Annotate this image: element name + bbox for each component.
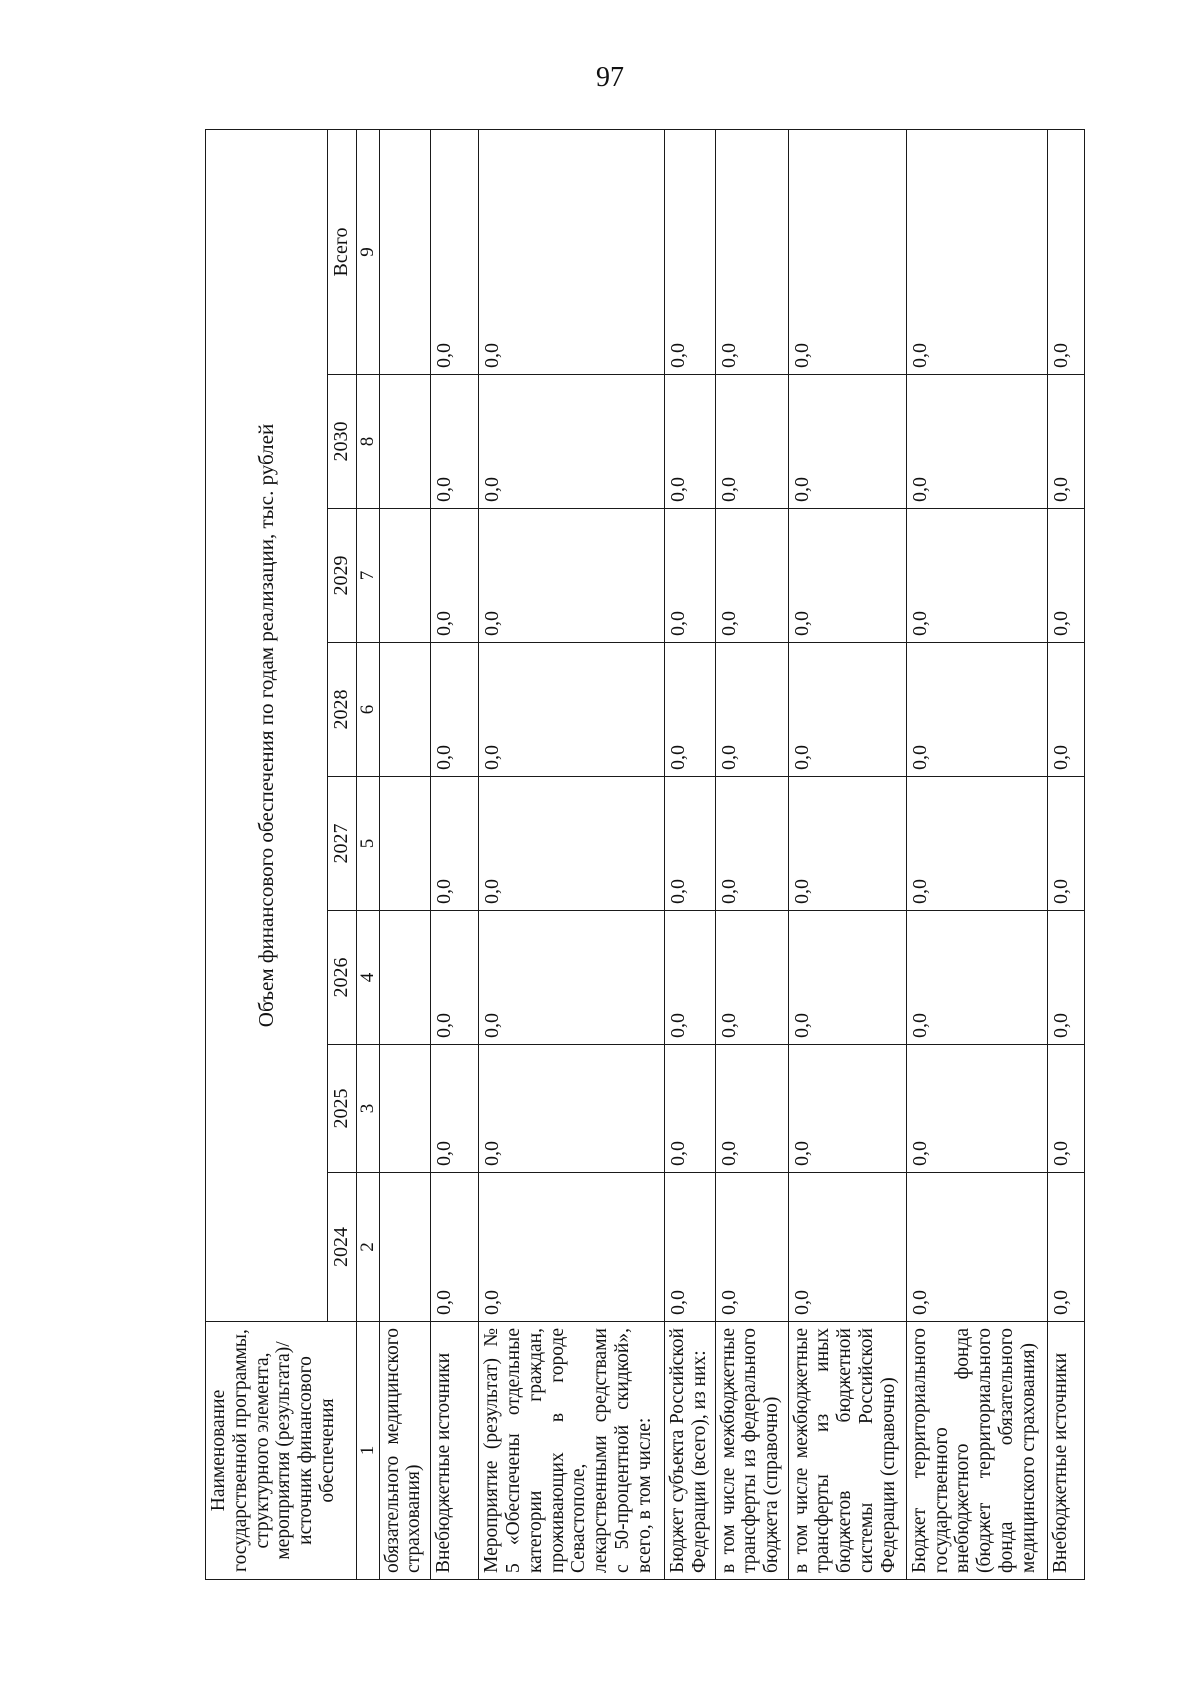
header-row-title [206, 129, 328, 1579]
header-name: Наименование государственной программы, структурного элемента, мероприятия (результата)/источник финансового обеспечения [206, 1322, 357, 1580]
year-header: 2030 [328, 375, 356, 509]
row-value: 0,0 [431, 911, 479, 1045]
row-value: 0,0 [479, 1173, 665, 1322]
row-value [379, 777, 431, 911]
row-value: 0,0 [665, 911, 715, 1045]
row-value: 0,0 [479, 643, 665, 777]
row-name: Мероприятие (результат) № 5 «Обеспечены отдельные категории граждан, проживающих в городе Севастополе, лекарственными средствами с 50-процентной скидкой», всего, в том числе: [479, 1322, 665, 1580]
row-value: 0,0 [479, 911, 665, 1045]
column-number: 8 [356, 375, 379, 509]
row-name: Бюджет территориального государственного внебюджетного фонда (бюджет территориального фонда обязательного медицинского страхования) [906, 1322, 1047, 1580]
year-header: 2026 [328, 911, 356, 1045]
row-value [379, 509, 431, 643]
column-number: 9 [356, 129, 379, 374]
row-value: 0,0 [788, 777, 906, 911]
row-value [379, 129, 431, 374]
row-value: 0,0 [665, 1173, 715, 1322]
row-value: 0,0 [906, 777, 1047, 911]
page-number: 97 [596, 62, 624, 93]
row-value: 0,0 [788, 129, 906, 374]
row-value: 0,0 [665, 509, 715, 643]
row-value [379, 1173, 431, 1322]
row-value: 0,0 [906, 911, 1047, 1045]
row-value: 0,0 [431, 643, 479, 777]
row-value: 0,0 [431, 509, 479, 643]
row-value: 0,0 [715, 777, 788, 911]
row-name: Внебюджетные источники [1047, 1322, 1084, 1580]
row-value: 0,0 [788, 643, 906, 777]
column-number: 6 [356, 643, 379, 777]
row-value: 0,0 [1047, 643, 1084, 777]
column-number: 4 [356, 911, 379, 1045]
table-row [479, 129, 665, 1579]
year-header: 2024 [328, 1173, 356, 1322]
row-value: 0,0 [906, 643, 1047, 777]
year-header: 2027 [328, 777, 356, 911]
table-row [431, 129, 479, 1579]
row-value: 0,0 [479, 1045, 665, 1173]
row-value: 0,0 [665, 643, 715, 777]
row-value: 0,0 [715, 643, 788, 777]
row-value [379, 643, 431, 777]
column-number: 3 [356, 1045, 379, 1173]
row-value: 0,0 [906, 509, 1047, 643]
row-value: 0,0 [906, 1045, 1047, 1173]
column-number: 5 [356, 777, 379, 911]
row-value: 0,0 [1047, 375, 1084, 509]
row-value: 0,0 [479, 509, 665, 643]
row-name: в том числе межбюджетные трансферты из федерального бюджета (справочно) [715, 1322, 788, 1580]
year-header: 2028 [328, 643, 356, 777]
row-value: 0,0 [665, 777, 715, 911]
row-name: в том числе межбюджетные трансферты из иных бюджетов бюджетной системы Российской Федерации (справочно) [788, 1322, 906, 1580]
row-value: 0,0 [906, 375, 1047, 509]
table-row [788, 129, 906, 1579]
row-value [379, 375, 431, 509]
row-value: 0,0 [431, 777, 479, 911]
row-value: 0,0 [715, 509, 788, 643]
row-value: 0,0 [431, 1173, 479, 1322]
header-volume-title: Объем финансового обеспечения по годам реализации, тыс. рублей [206, 129, 328, 1321]
row-value: 0,0 [665, 1045, 715, 1173]
row-value: 0,0 [1047, 509, 1084, 643]
column-number: 1 [356, 1322, 379, 1580]
row-value: 0,0 [665, 375, 715, 509]
row-value: 0,0 [715, 375, 788, 509]
row-value: 0,0 [906, 129, 1047, 374]
row-value [379, 1045, 431, 1173]
column-number-row [356, 129, 379, 1579]
row-value: 0,0 [431, 375, 479, 509]
row-name: Внебюджетные источники [431, 1322, 479, 1580]
year-header: 2025 [328, 1045, 356, 1173]
table-row [665, 129, 715, 1579]
row-value: 0,0 [788, 375, 906, 509]
row-value: 0,0 [715, 129, 788, 374]
year-header: 2029 [328, 509, 356, 643]
year-header: Всего [328, 129, 356, 374]
table-row [906, 129, 1047, 1579]
row-value: 0,0 [715, 1173, 788, 1322]
row-value: 0,0 [479, 375, 665, 509]
row-value: 0,0 [479, 129, 665, 374]
row-value [379, 911, 431, 1045]
row-value: 0,0 [1047, 1173, 1084, 1322]
row-value: 0,0 [665, 129, 715, 374]
table-row [1047, 129, 1084, 1579]
rotated-table-wrapper [205, 130, 1085, 1580]
table-row [715, 129, 788, 1579]
row-value: 0,0 [431, 1045, 479, 1173]
table-row [379, 129, 431, 1579]
row-name: обязательного медицинского страхования) [379, 1322, 431, 1580]
row-value: 0,0 [788, 1045, 906, 1173]
row-value: 0,0 [788, 509, 906, 643]
row-value: 0,0 [715, 911, 788, 1045]
column-number: 7 [356, 509, 379, 643]
row-name: Бюджет субъекта Российской Федерации (всего), из них: [665, 1322, 715, 1580]
row-value: 0,0 [1047, 911, 1084, 1045]
row-value: 0,0 [906, 1173, 1047, 1322]
row-value: 0,0 [1047, 777, 1084, 911]
row-value: 0,0 [715, 1045, 788, 1173]
row-value: 0,0 [1047, 1045, 1084, 1173]
row-value: 0,0 [431, 129, 479, 374]
financing-table [205, 129, 1085, 1580]
row-value: 0,0 [788, 1173, 906, 1322]
row-value: 0,0 [479, 777, 665, 911]
row-value: 0,0 [788, 911, 906, 1045]
column-number: 2 [356, 1173, 379, 1322]
row-value: 0,0 [1047, 129, 1084, 374]
